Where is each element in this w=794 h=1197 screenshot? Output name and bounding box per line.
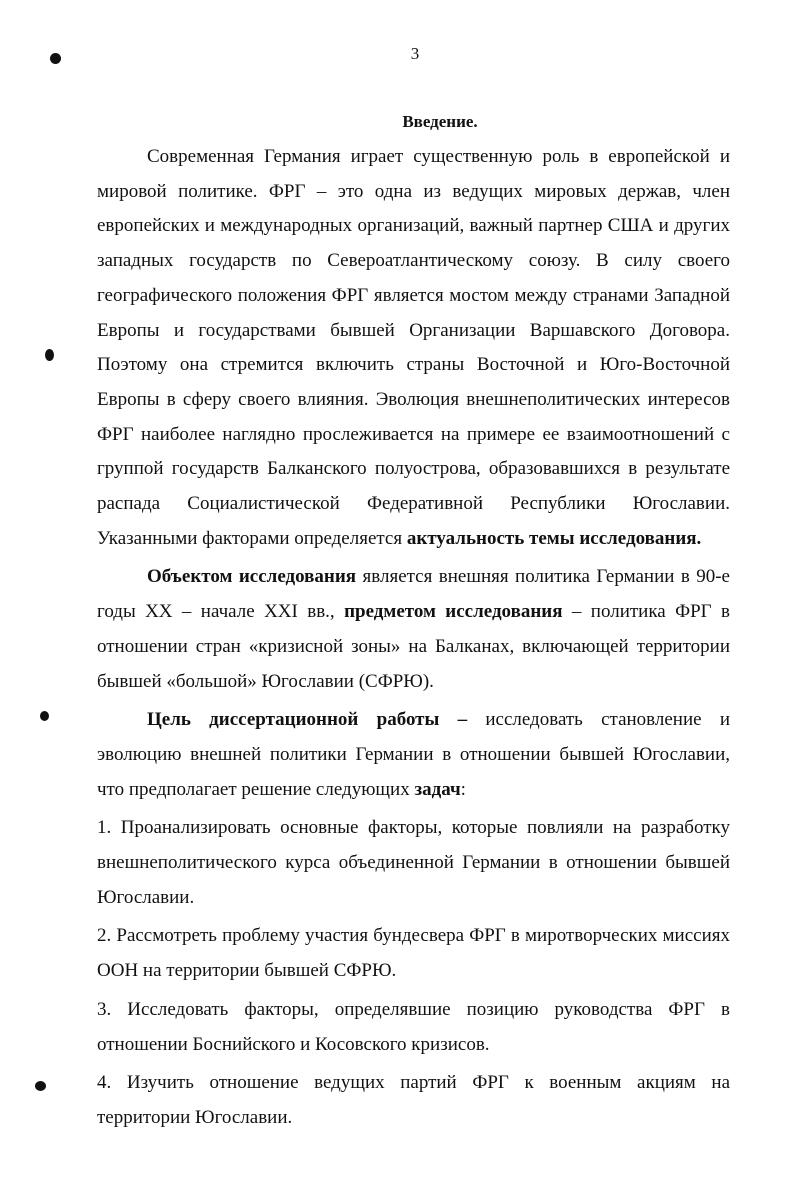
task-item: 1. Проанализировать основные факторы, которые повлияли на разработку внешнеполитического курса объединенной Германии в отношении бывшей Югославии. <box>97 817 730 908</box>
goal-term: Цель диссертационной работы – <box>147 709 468 731</box>
tasks-term: задач <box>414 778 461 800</box>
task-item: 3. Исследовать факторы, определявшие позицию руководства ФРГ в отношении Боснийского и Косовского кризисов. <box>97 998 730 1055</box>
subject-term: предметом исследования <box>344 601 563 623</box>
object-text: является внешняя политика Германии в 90-е годы XX – начале XXI вв., <box>97 566 730 623</box>
binding-hole-mark <box>35 1081 46 1091</box>
intro-emphasis: актуальность темы исследования. <box>406 527 702 549</box>
goal-paragraph <box>97 703 730 807</box>
subject-text: – политика ФРГ в отношении стран «кризисной зоны» на Балканах, включающей территории бывшей «большой» Югославии (СФРЮ). <box>97 601 731 692</box>
page-number: 3 <box>410 44 420 63</box>
object-term: Объектом исследования <box>147 566 357 588</box>
goal-colon: : <box>460 778 466 800</box>
intro-text: Современная Германия играет существенную роль в европейской и мировой политике. ФРГ – это одна из ведущих мировых держав, член европейских и международных организаций, важный партнер США и других западных государств по Североатлантическому союзу. В силу своего географического положения ФРГ является мостом между странами Западной Европы и государствами бывшей Организации Варшавского Договора. Поэтому она стремится включить страны Восточной и Юго-Восточной Европы в сферу своего влияния. Эволюция внешнеполитических интересов ФРГ наиболее наглядно прослеживается на примере ее взаимоотношений с группой государств Балканского полуострова, образовавшихся в результате распада Социалистической Федеративной Республики Югославии. Указанными факторами определяется <box>97 146 730 549</box>
goal-text: исследовать становление и эволюцию внешней политики Германии в отношении бывшей Югославии, что предполагает решение следующих <box>97 709 730 800</box>
binding-hole-mark <box>40 711 49 721</box>
task-item: 4. Изучить отношение ведущих партий ФРГ к военным акциям на территории Югославии. <box>97 1072 730 1128</box>
object-paragraph <box>97 560 730 699</box>
intro-paragraph <box>97 140 730 556</box>
binding-hole-mark <box>45 349 54 361</box>
document-body <box>97 140 730 1136</box>
section-heading: Введение. <box>402 112 478 131</box>
task-item: 2. Рассмотреть проблему участия бундесвера ФРГ в миротворческих миссиях ООН на территории бывшей СФРЮ. <box>97 925 730 982</box>
